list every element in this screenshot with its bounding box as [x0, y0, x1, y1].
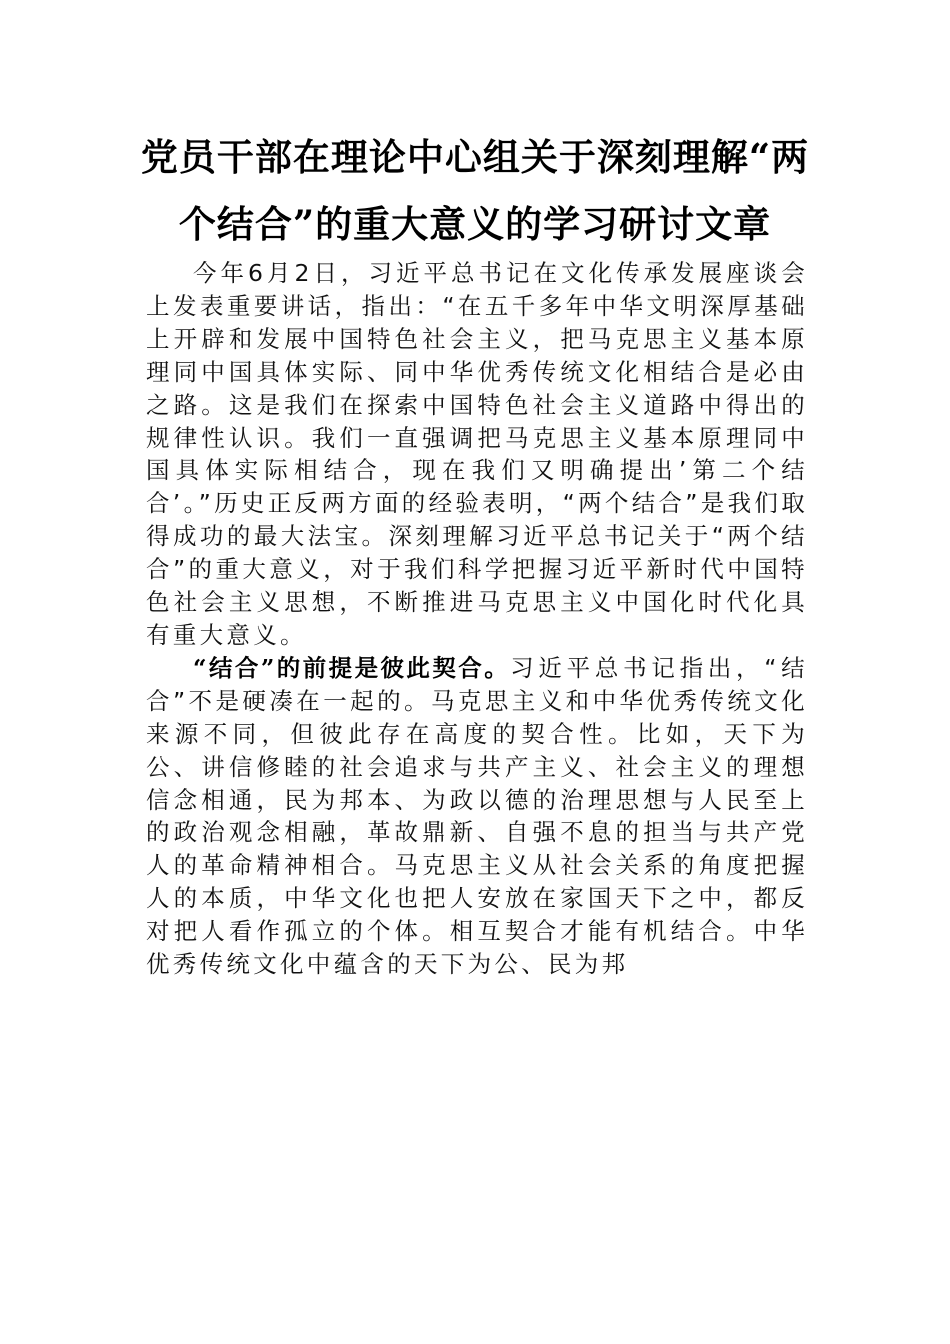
paragraph-lead-heading: “结合”的前提是彼此契合。 — [193, 653, 511, 682]
document-title: 党员干部在理论中心组关于深刻理解“两个结合”的重大意义的学习研讨文章 — [140, 135, 810, 246]
paragraph-intro-text: 今年6月2日，习近平总书记在文化传承发展座谈会上发表重要讲话，指出：“在五千多年中华文明深厚基础上开辟和发展中国特色社会主义，把马克思主义基本原理同中国具体实际、同中华优秀传统文化相结合是必由之路。这是我们在探索中国特色社会主义道路中得出的规律性认识。我们一直强调把马克思主义基本原理同中国具体实际相结合，现在我们又明确提出’第二个结合’。”历史正反两方面的经验表明，“两个结合”是我们取得成功的最大法宝。深刻理解习近平总书记关于“两个结合”的重大意义，对于我们科学把握习近平新时代中国特色社会主义思想，不断推进马克思主义中国化时代化具有重大意义。 — [146, 259, 808, 649]
paragraph-intro — [146, 257, 808, 652]
paragraph-jiehe-premise-text: 习近平总书记指出，“结合”不是硬凑在一起的。马克思主义和中华优秀传统文化来源不同，但彼此存在高度的契合性。比如，天下为公、讲信修睦的社会追求与共产主义、社会主义的理想信念相通，民为邦本、为政以德的治理思想与人民至上的政治观念相融，革故鼎新、自强不息的担当与共产党人的革命精神相合。马克思主义从社会关系的角度把握人的本质，中华文化也把人安放在家国天下之中，都反对把人看作孤立的个体。相互契合才能有机结合。中华优秀传统文化中蕴含的天下为公、民为邦 — [146, 653, 808, 979]
document-body — [146, 257, 808, 981]
paragraph-jiehe-premise — [146, 652, 808, 981]
